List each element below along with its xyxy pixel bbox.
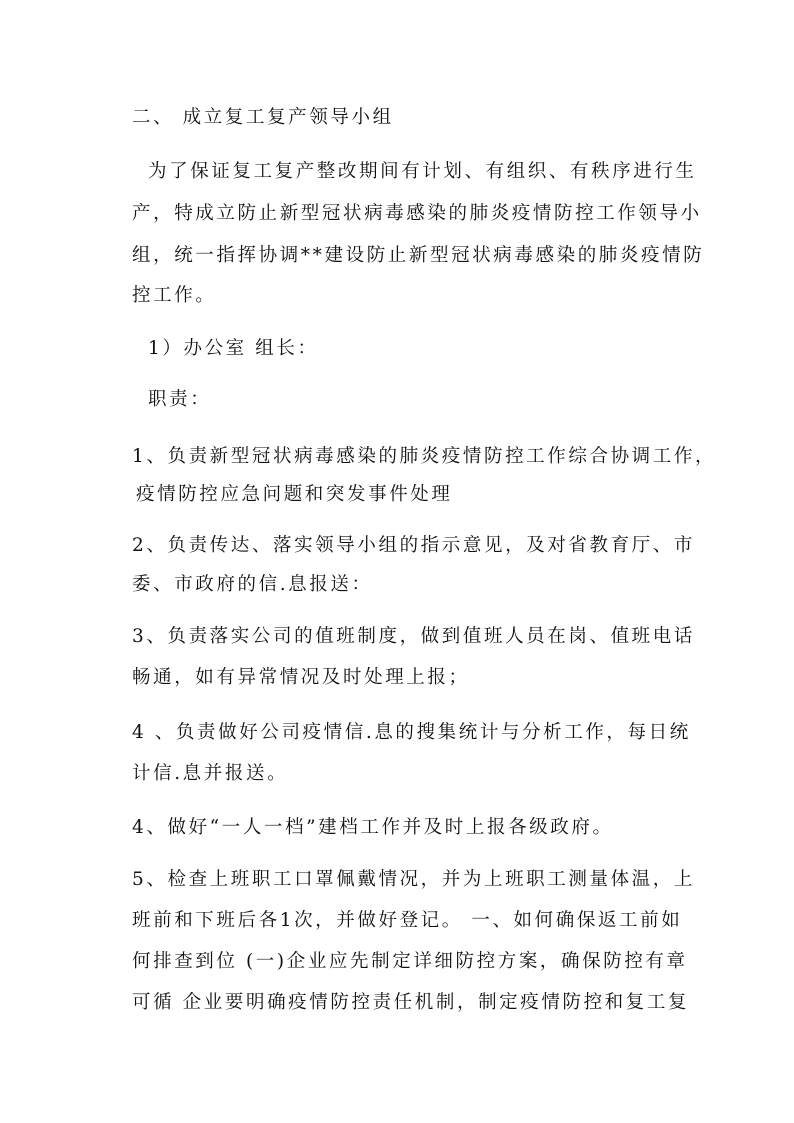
duties-label: 职责： [148,389,212,410]
duty-item-5-line-1: 4、做好“一人一档”建档工作并及时上报各级政府。 [132,817,614,838]
duty-item-1-line-1: 1、负责新型冠状病毒感染的肺炎疫情防控工作综合协调工作， [132,446,717,467]
duty-item-1-line-2: 疫情防控应急问题和突发事件处理 [136,484,453,505]
section-heading: 二、 成立复工复产领导小组 [132,107,394,128]
duty-item-3-line-1: 3、负责落实公司的值班制度，做到值班人员在岗、值班电话 [132,626,695,647]
duty-item-2-line-1: 2、负责传达、落实领导小组的指示意见，及对省教育厅、市 [132,535,695,556]
intro-line: 控工作。 [132,285,217,306]
duty-item-4-line-1: 4 、负责做好公司疫情信.息的搜集统计与分析工作，每日统 [132,722,691,743]
duty-item-6-line-4: 可循 企业要明确疫情防控责任机制，制定疫情防控和复工复 [132,992,690,1013]
duty-item-6-line-3: 何排查到位 (一)企业应先制定详细防控方案，确保防控有章 [132,951,688,972]
intro-line: 产，特成立防止新型冠状病毒感染的肺炎疫情防控工作领导小 [132,203,702,224]
intro-line: 组，统一指挥协调**建设防止新型冠状病毒感染的肺炎疫情防 [132,245,705,266]
duty-item-6-line-1: 5、检查上班职工口罩佩戴情况，并为上班职工测量体温，上 [132,869,695,890]
duty-item-4-line-2: 计信.息并报送。 [132,763,289,784]
office-heading: 1）办公室 组长： [148,338,319,359]
duty-item-3-line-2: 畅通，如有异常情况及时处理上报； [132,667,470,688]
intro-line: 为了保证复工复产整改期间有计划、有组织、有秩序进行生 [148,161,697,182]
duty-item-6-line-2: 班前和下班后各1次，并做好登记。 一、如何确保返工前如 [132,910,683,931]
duty-item-2-line-2: 委、市政府的信.息报送： [132,574,373,595]
